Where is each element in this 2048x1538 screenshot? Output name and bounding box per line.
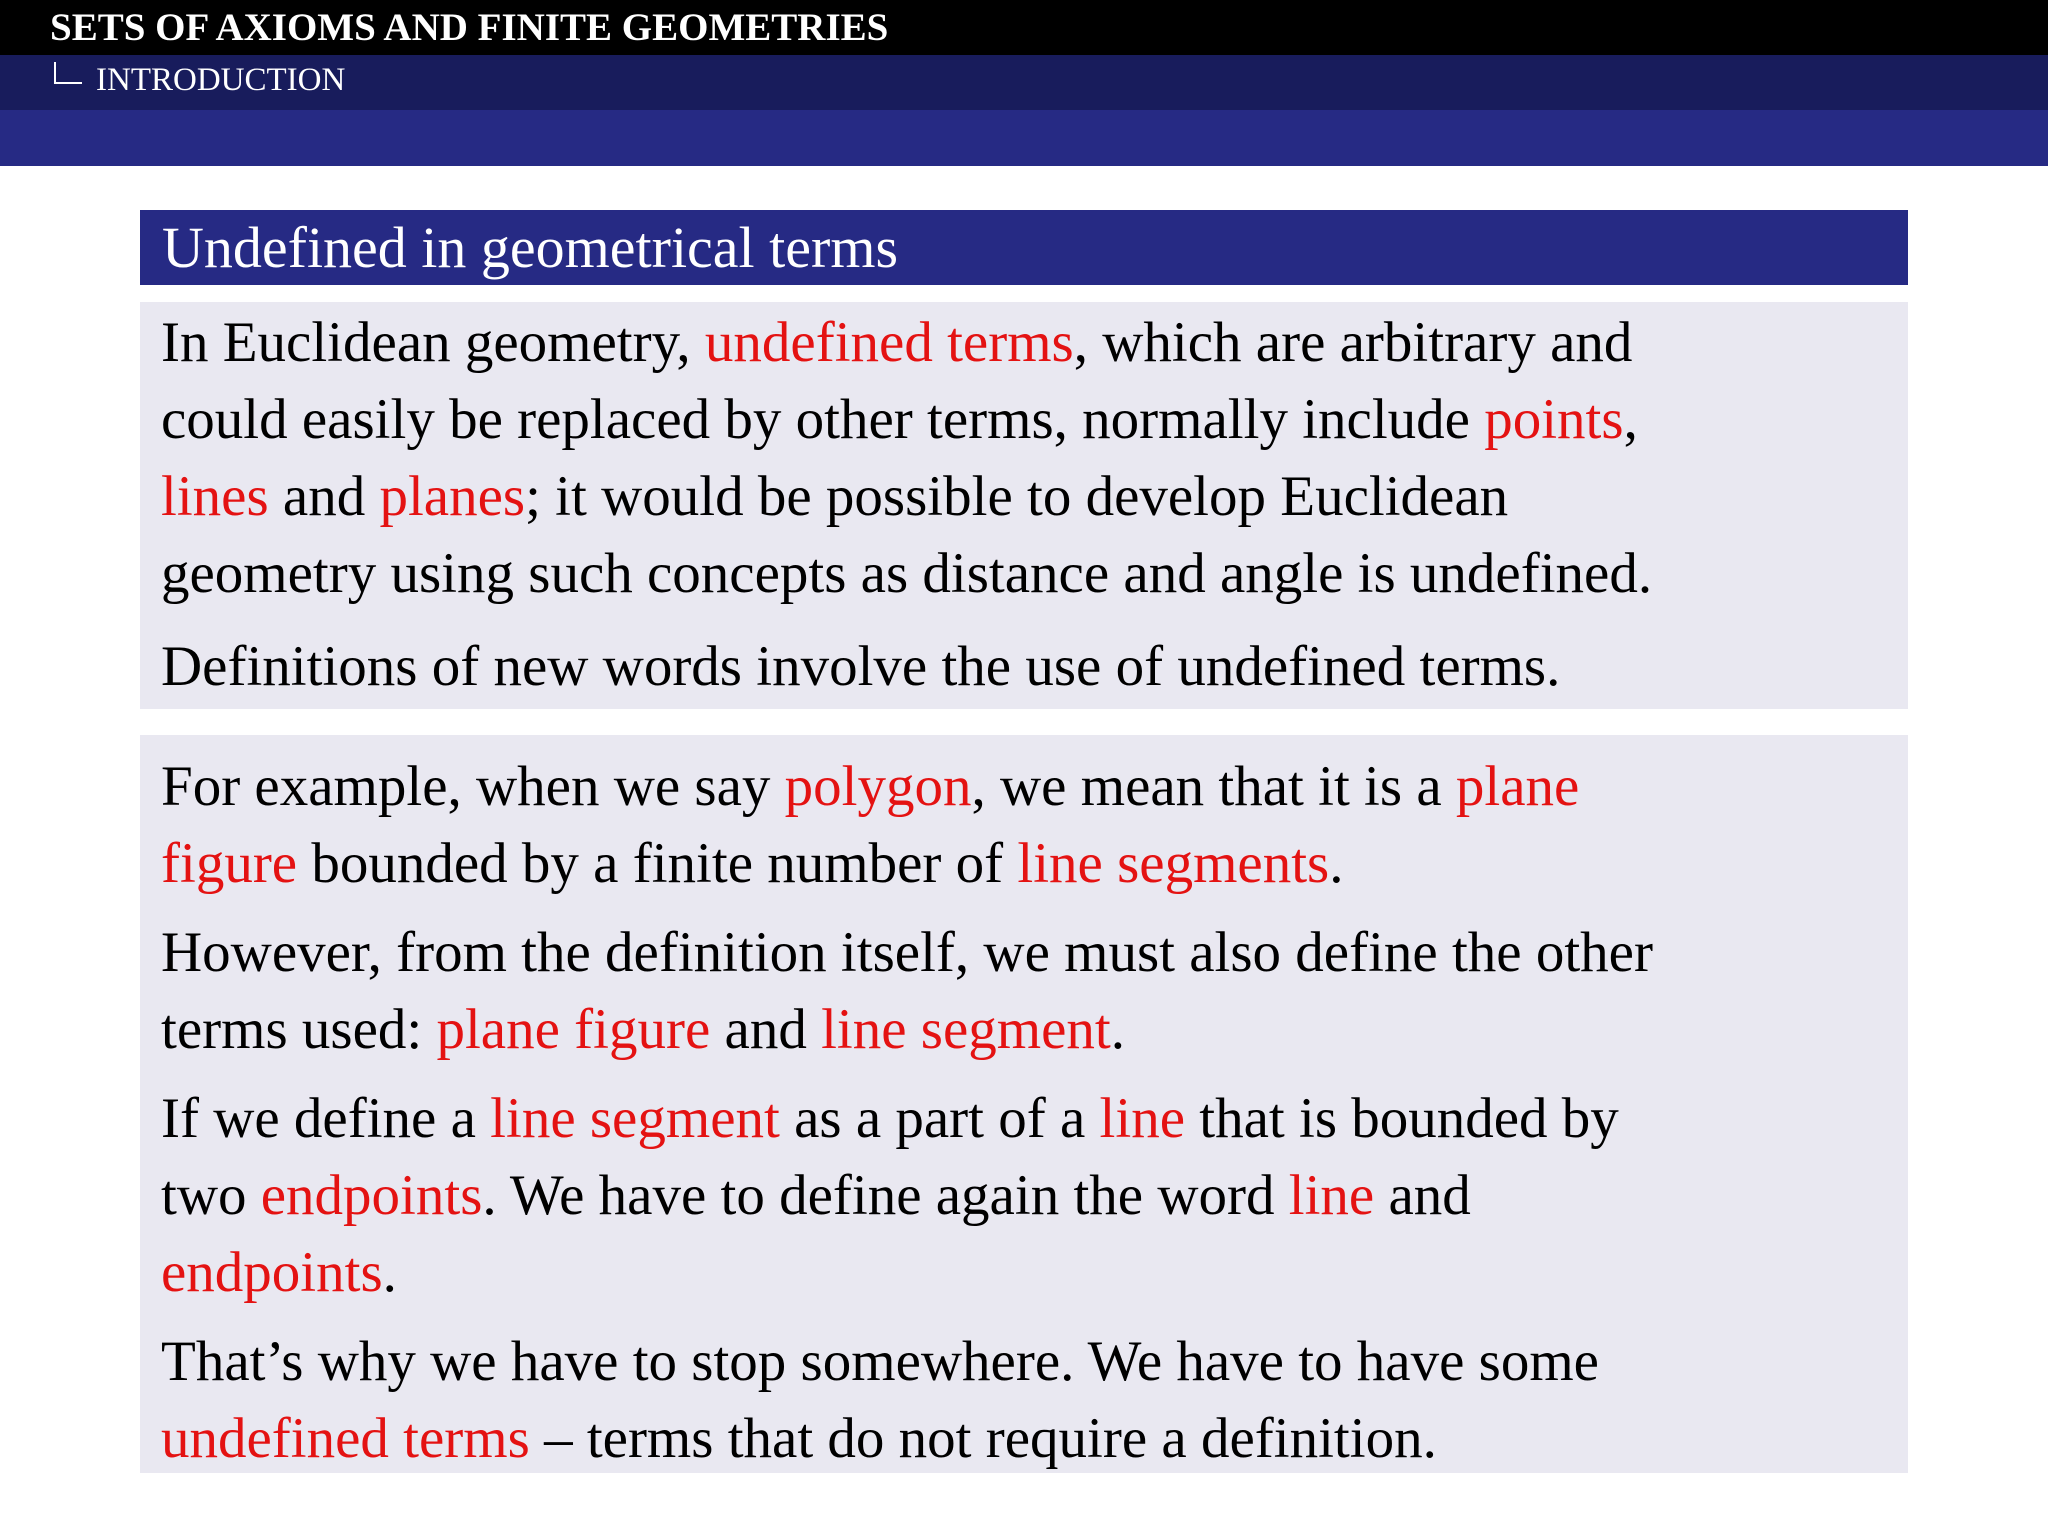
paragraph-line [161, 1323, 1888, 1400]
paragraph-line [161, 628, 1888, 705]
text-span: If we define a [161, 1087, 491, 1150]
highlighted-term: undefined terms [161, 1407, 530, 1470]
text-span: and [710, 998, 822, 1061]
presentation-title: SETS OF AXIOMS AND FINITE GEOMETRIES [50, 6, 889, 49]
highlighted-term: endpoints [260, 1164, 483, 1227]
paragraph-line [161, 1157, 1888, 1234]
text-span: . [1110, 998, 1126, 1061]
subsection-arrow-icon [54, 62, 82, 84]
paragraph-line [161, 1080, 1888, 1157]
text-span: as a part of a [779, 1087, 1100, 1150]
highlighted-term: line segment [490, 1087, 780, 1150]
section-breadcrumb [54, 60, 345, 100]
text-span: , [1623, 388, 1638, 451]
highlighted-term: line [1099, 1087, 1186, 1150]
paragraph-line [161, 458, 1888, 535]
highlighted-term: undefined terms [704, 311, 1074, 374]
text-span: . We have to define again the word [482, 1164, 1289, 1227]
highlighted-term: plane figure [436, 998, 711, 1061]
highlighted-term: figure [161, 832, 298, 895]
text-span: two [161, 1164, 261, 1227]
text-span: and [268, 465, 380, 528]
text-span: , we mean that it is a [971, 755, 1456, 818]
paragraph-line [161, 304, 1888, 381]
block-title: Undefined in geometrical terms [140, 210, 1908, 285]
text-span: . [382, 1241, 397, 1304]
text-span: and [1374, 1164, 1471, 1227]
paragraph-line [161, 1234, 1888, 1311]
text-span: terms used: [161, 998, 437, 1061]
example-box [140, 735, 1908, 1473]
paragraph-line [161, 991, 1888, 1068]
text-span: – terms that do not require a definition. [529, 1407, 1437, 1470]
paragraph-line [161, 825, 1888, 902]
paragraph-line [161, 748, 1888, 825]
highlighted-term: points [1484, 388, 1624, 451]
highlighted-term: planes [379, 465, 526, 528]
text-span: that is bounded by [1185, 1087, 1619, 1150]
text-span: , which are arbitrary and [1073, 311, 1633, 374]
highlighted-term: plane [1455, 755, 1580, 818]
text-span: ; it would be possible to develop Euclidean [525, 465, 1509, 528]
paragraph-line [161, 381, 1888, 458]
paragraph-line [161, 914, 1888, 991]
highlighted-term: endpoints [161, 1241, 383, 1304]
highlighted-term: line segments [1017, 832, 1330, 895]
section-name: INTRODUCTION [96, 62, 346, 98]
text-span: Definitions of new words involve the use of undefined terms. [161, 635, 1561, 698]
paragraph-line [161, 535, 1888, 612]
highlighted-term: line [1288, 1164, 1375, 1227]
text-span: However, from the definition itself, we must also define the other [161, 921, 1653, 984]
text-span: . [1329, 832, 1344, 895]
text-span: bounded by a finite number of [297, 832, 1018, 895]
text-span: For example, when we say [161, 755, 785, 818]
text-span: could easily be replaced by other terms, normally include [161, 388, 1485, 451]
highlighted-term: lines [161, 465, 269, 528]
text-span: In Euclidean geometry, [161, 311, 705, 374]
highlighted-term: line segment [821, 998, 1111, 1061]
definition-box [140, 302, 1908, 709]
text-span: geometry using such concepts as distance and angle is undefined. [161, 542, 1653, 605]
text-span: That’s why we have to stop somewhere. We have to have some [161, 1330, 1599, 1393]
highlighted-term: polygon [784, 755, 972, 818]
header-accent-bar [0, 110, 2048, 166]
paragraph-line [161, 1400, 1888, 1477]
